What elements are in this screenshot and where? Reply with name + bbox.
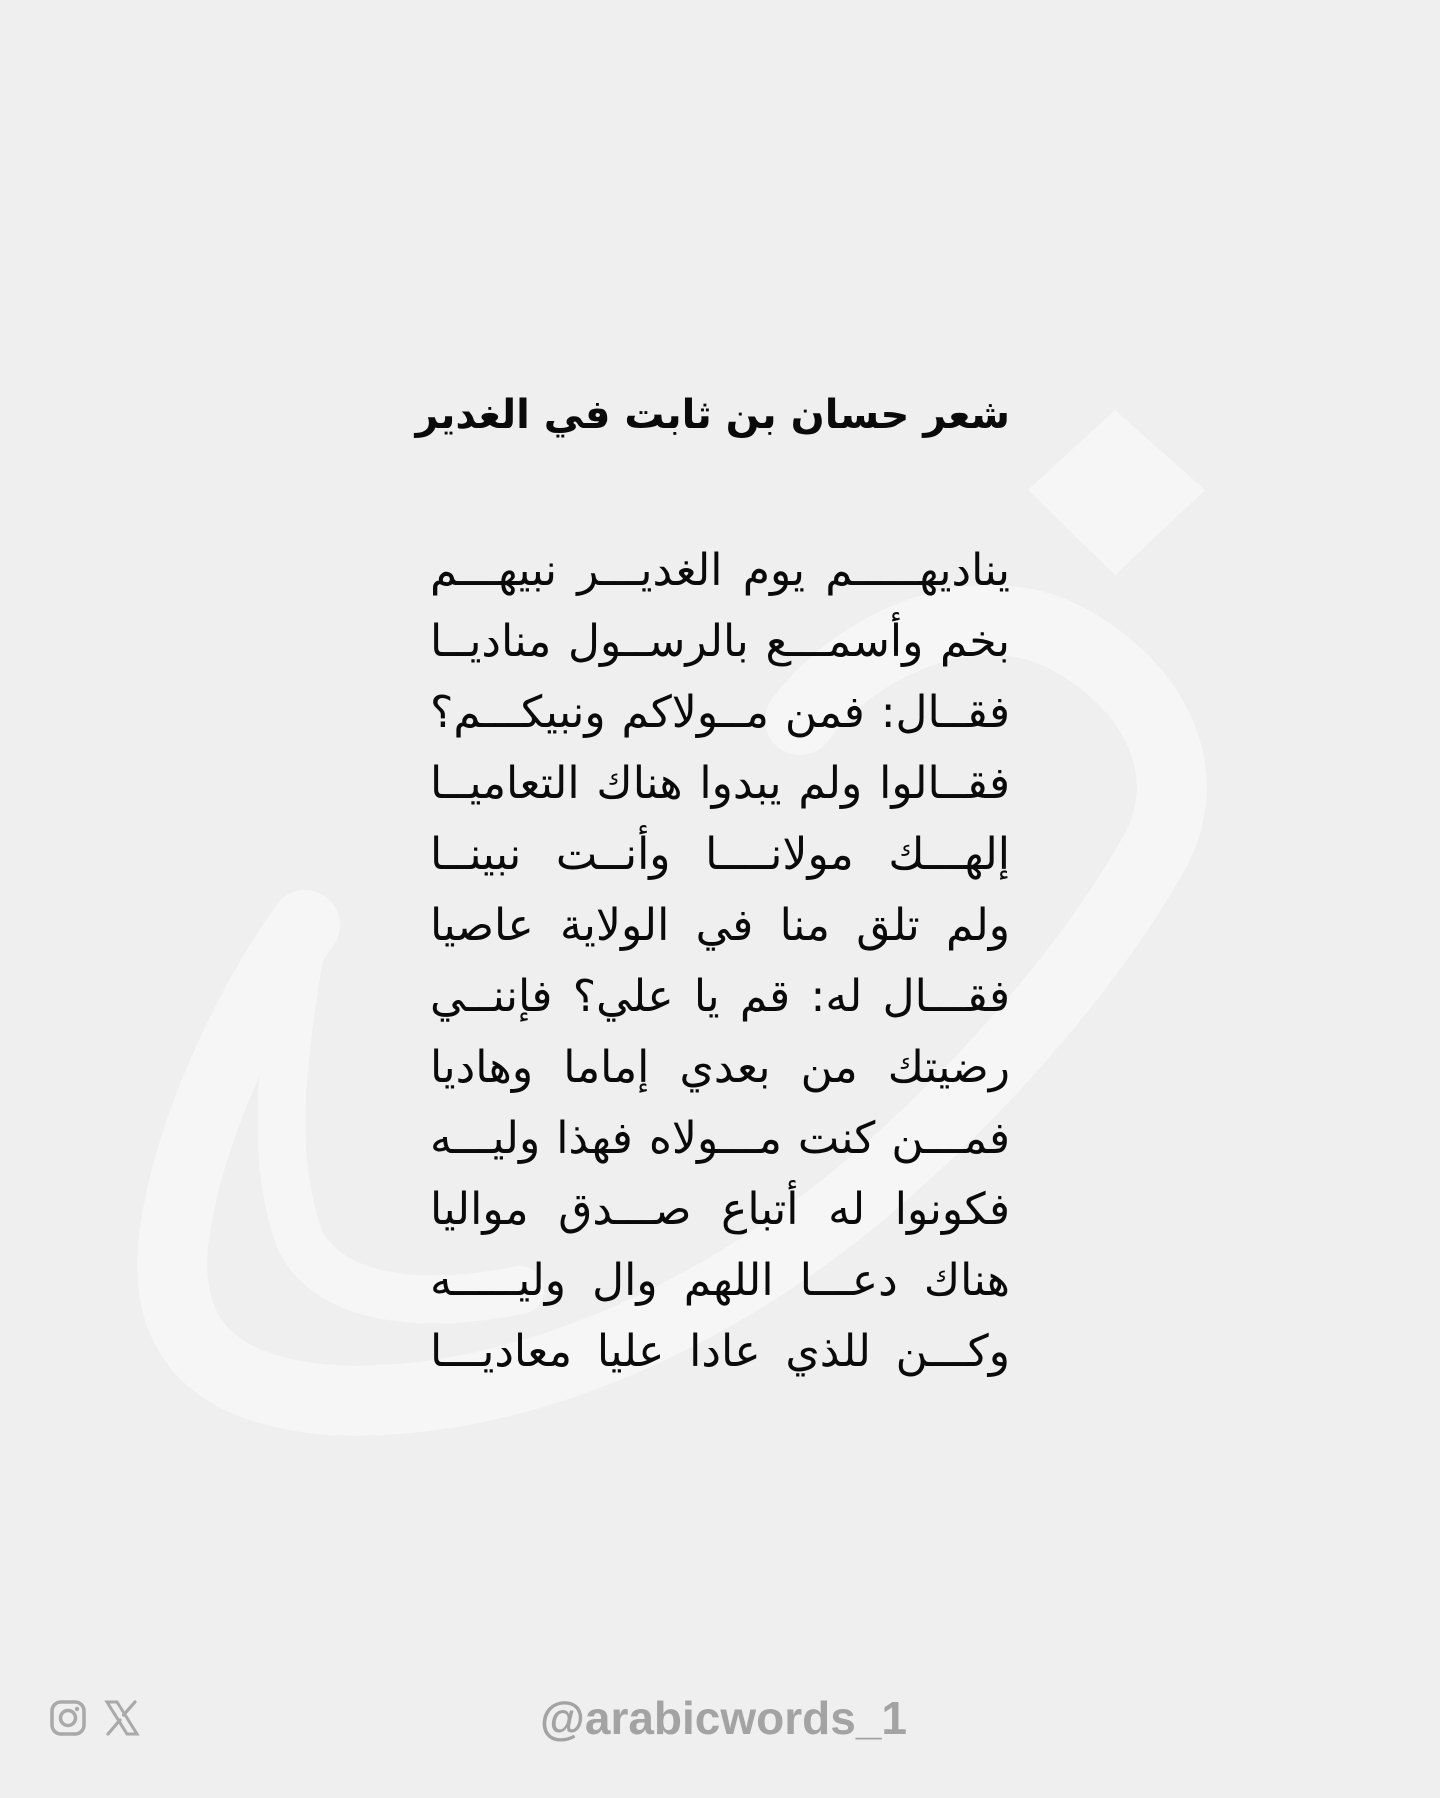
poem-title: شعر حسان بن ثابت في الغدير: [415, 392, 1010, 438]
instagram-icon[interactable]: [48, 1698, 88, 1738]
poem-verses: [430, 535, 1010, 1387]
poem-verse-11: هناك دعـــا اللهم وال وليـــــه: [430, 1255, 1010, 1306]
poem-verse-2: بخم وأسمـــع بالرســول مناديــا: [430, 616, 1010, 667]
poem-verse-3: فقــال: فمن مــولاكم ونبيكـــم؟: [430, 687, 1010, 738]
footer: [0, 1690, 1440, 1750]
account-handle: @arabicwords_1: [540, 1692, 908, 1744]
poem-verse-6: ولم تلق منا في الولاية عاصيا: [430, 900, 1010, 951]
poem-verse-7: فقـــال له: قم يا علي؟ فإننــي: [430, 971, 1010, 1022]
poem-verse-9: فمـــن كنت مـــولاه فهذا وليـــه: [430, 1113, 1010, 1164]
poem-verse-10: فكونوا له أتباع صـــدق مواليا: [430, 1184, 1010, 1235]
poem-block: [415, 385, 1010, 1387]
poem-verse-8: رضيتك من بعدي إماما وهاديا: [430, 1042, 1010, 1093]
poem-verse-4: فقــالوا ولم يبدوا هناك التعاميــا: [430, 758, 1010, 809]
poem-verse-1: يناديهـــــم يوم الغديـــر نبيهـــم: [430, 545, 1010, 596]
x-icon[interactable]: [102, 1698, 142, 1738]
poem-verse-5: إلهـــك مولانــــا وأنــت نبينــا: [430, 829, 1010, 880]
social-icons: [48, 1698, 142, 1738]
poem-verse-12: وكـــن للذي عادا عليا معاديـــا: [430, 1326, 1010, 1377]
